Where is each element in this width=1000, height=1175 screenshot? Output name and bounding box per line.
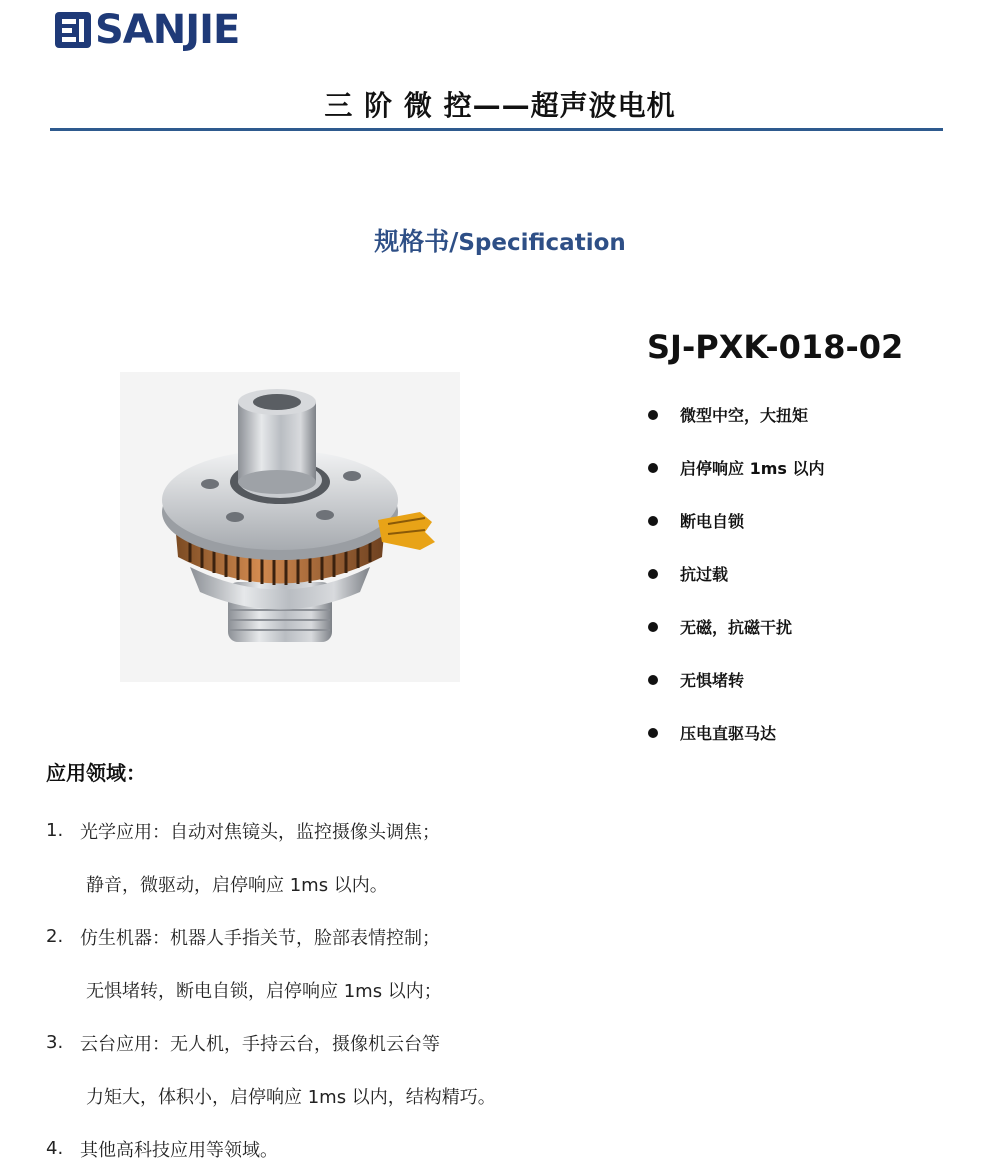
bullet-icon (648, 516, 658, 526)
item-text: 云台应用：无人机，手持云台，摄像机云台等 (80, 1033, 440, 1055)
product-photo (120, 372, 460, 682)
bullet-icon (648, 622, 658, 632)
list-item (46, 1016, 496, 1122)
item-text: 仿生机器：机器人手指关节，脸部表情控制； (80, 927, 440, 949)
logo-mark-icon (55, 12, 91, 48)
applications-heading: 应用领域： (46, 761, 146, 785)
list-item (46, 1122, 496, 1175)
feature-item: 压电直驱马达 (648, 706, 824, 759)
item-number: 1. (46, 820, 64, 841)
bullet-icon (648, 463, 658, 473)
feature-item: 无惧堵转 (648, 653, 824, 706)
item-detail: 静音，微驱动，启停响应 1ms 以内。 (86, 874, 388, 896)
feature-item: 无磁，抗磁干扰 (648, 600, 824, 653)
feature-item: 抗过载 (648, 547, 824, 600)
feature-list (648, 388, 824, 759)
logo-text: SANJIE (95, 7, 240, 53)
feature-item: 微型中空，大扭矩 (648, 388, 824, 441)
list-item (46, 910, 496, 1016)
brand-logo (55, 8, 239, 52)
bullet-icon (648, 728, 658, 738)
item-detail: 无惧堵转，断电自锁，启停响应 1ms 以内； (86, 980, 442, 1002)
item-number: 4. (46, 1138, 64, 1159)
item-text: 光学应用：自动对焦镜头，监控摄像头调焦； (80, 821, 440, 843)
spec-title (0, 222, 1000, 258)
list-item (46, 804, 496, 910)
bullet-icon (648, 675, 658, 685)
bullet-icon (648, 410, 658, 420)
page-title: 三 阶 微 控——超声波电机 (324, 89, 676, 122)
item-detail: 力矩大，体积小，启停响应 1ms 以内，结构精巧。 (86, 1086, 496, 1108)
item-number: 2. (46, 926, 64, 947)
spec-title-en: Specification (458, 230, 626, 256)
feature-item: 断电自锁 (648, 494, 824, 547)
item-text: 其他高科技应用等领域。 (80, 1139, 278, 1161)
applications-list (46, 804, 496, 1175)
spec-title-cn: 规格书/ (374, 227, 459, 256)
bullet-icon (648, 569, 658, 579)
title-divider (50, 128, 943, 131)
model-number: SJ-PXK-018-02 (647, 328, 904, 366)
item-number: 3. (46, 1032, 64, 1053)
feature-item: 启停响应 1ms 以内 (648, 441, 824, 494)
